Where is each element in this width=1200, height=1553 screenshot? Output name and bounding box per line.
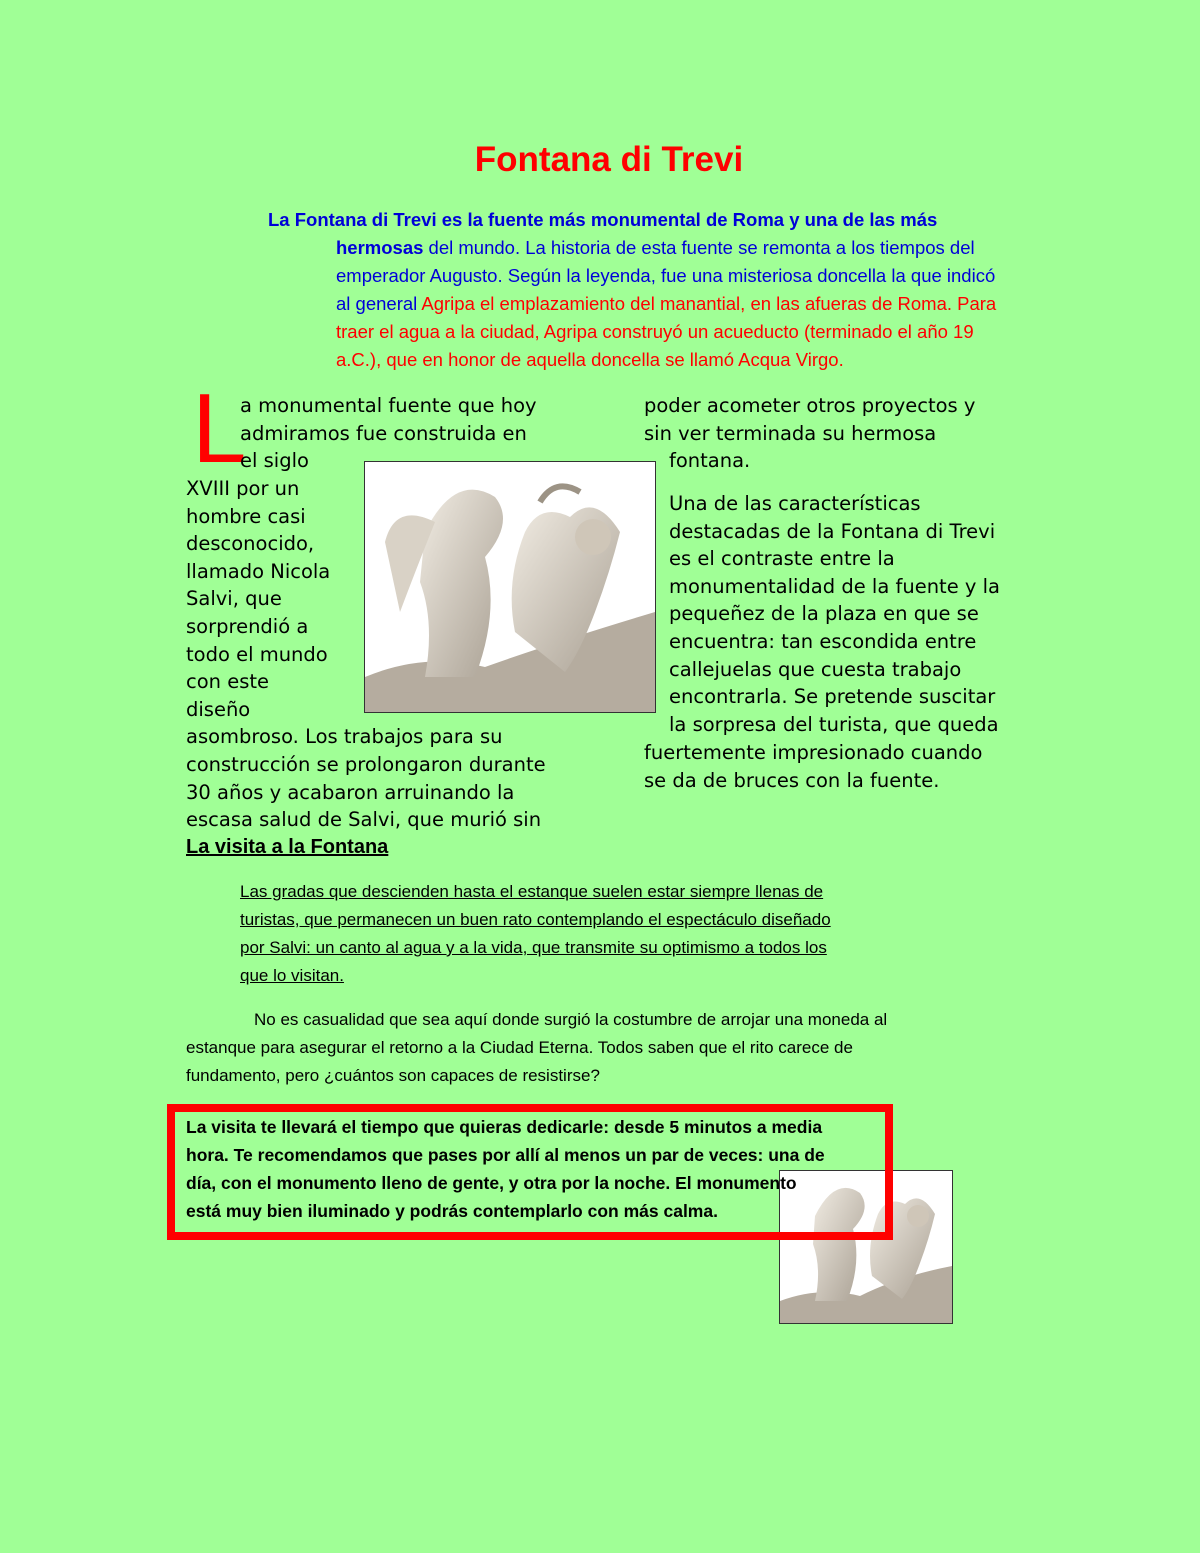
coin-paragraph [186, 1006, 887, 1090]
left-line: asombroso. Los trabajos para su [186, 725, 503, 749]
right-line: la sorpresa del turista, que queda [669, 712, 999, 736]
intro-paragraph [268, 206, 1048, 374]
left-line: todo el mundo [186, 642, 328, 666]
tip-line: está muy bien iluminado y podrás contemplarlo con más calma. [186, 1201, 718, 1221]
visita-line: Las gradas que descienden hasta el estanque suelen estar siempre llenas de [240, 882, 824, 901]
intro-line-1: La Fontana di Trevi es la fuente más monumental de Roma y una de las más [268, 209, 938, 230]
drop-cap: L [192, 373, 247, 483]
right-line: sin ver terminada su hermosa [644, 421, 937, 445]
right-line: encontrarla. Se pretende suscitar [669, 685, 996, 709]
intro-line-6: a.C.), que en honor de aquella doncella se llamó Acqua Virgo. [336, 349, 844, 370]
right-line: fontana. [669, 449, 751, 473]
intro-bold-word: hermosas [336, 237, 424, 258]
intro-line-5: traer el agua a la ciudad, Agripa construyó un acueducto (terminado el año 19 [336, 321, 974, 342]
tip-box-text [186, 1113, 825, 1225]
right-line: monumentalidad de la fuente y la [669, 574, 1000, 598]
left-line: con este [186, 670, 270, 694]
left-line: Salvi, que [186, 587, 282, 611]
right-line: Una de las características [669, 492, 921, 515]
tip-line: día, con el monumento lleno de gente, y otra por la noche. El monumento [186, 1173, 797, 1193]
left-line: XVIII por un [186, 477, 300, 500]
tip-line: hora. Te recomendamos que pases por allí al menos un par de veces: una de [186, 1145, 825, 1165]
coin-line: fundamento, pero ¿cuántos son capaces de resistirse? [186, 1066, 600, 1085]
right-col-p2 [669, 490, 1000, 738]
left-line: diseño [186, 697, 251, 721]
visita-line: turistas, que permanecen un buen rato contemplando el espectáculo diseñado [240, 910, 831, 929]
intro-line-4-red: Agripa el emplazamiento del manantial, en las afueras de Roma. Para [421, 293, 997, 314]
right-line: poder acometer otros proyectos y [644, 394, 976, 417]
statue-illustration [365, 462, 655, 712]
right-line: encuentra: tan escondida entre [669, 629, 977, 653]
left-line: admiramos fue construida en [240, 421, 527, 445]
right-col-tail [644, 739, 982, 794]
visita-paragraph [240, 878, 831, 990]
section-heading: La visita a la Fontana [186, 836, 389, 858]
left-line: desconocido, [186, 532, 315, 556]
left-line: construcción se prolongaron durante [186, 752, 546, 776]
left-line: sorprendió a [186, 614, 309, 638]
left-line: hombre casi [186, 504, 306, 528]
coin-line: estanque para asegurar el retorno a la Ciudad Eterna. Todos saben que el rito carece de [186, 1038, 853, 1057]
right-line: se da de bruces con la fuente. [644, 768, 940, 792]
right-line: fuertemente impresionado cuando [644, 741, 983, 764]
left-line: a monumental fuente que hoy [240, 394, 537, 417]
left-line: escasa salud de Salvi, que murió sin [186, 808, 542, 832]
left-line: llamado Nicola [186, 559, 331, 583]
visita-line: por Salvi: un canto al agua y a la vida, que transmite su optimismo a todos los [240, 938, 827, 957]
right-line: pequeñez de la plaza en que se [669, 602, 979, 626]
right-line: es el contraste entre la [669, 547, 895, 571]
right-line: callejuelas que cuesta trabajo [669, 657, 962, 681]
left-line: el siglo [240, 449, 309, 473]
intro-line-3: emperador Augusto. Según la leyenda, fue una misteriosa doncella la que indicó [336, 265, 996, 286]
intro-line-4-blue: al general [336, 293, 422, 314]
right-line: destacadas de la Fontana di Trevi [669, 519, 996, 543]
fountain-statue-image [364, 461, 656, 713]
page-title: Fontana di Trevi [474, 140, 744, 179]
coin-line: No es casualidad que sea aquí donde surgió la costumbre de arrojar una moneda al [254, 1010, 888, 1029]
right-col-p1 [644, 392, 975, 475]
tip-line: La visita te llevará el tiempo que quieras dedicarle: desde 5 minutos a media [186, 1117, 823, 1137]
visita-line: que lo visitan. [240, 966, 344, 985]
left-line: 30 años y acabaron arruinando la [186, 780, 515, 804]
intro-line-2: del mundo. La historia de esta fuente se remonta a los tiempos del [423, 237, 975, 258]
